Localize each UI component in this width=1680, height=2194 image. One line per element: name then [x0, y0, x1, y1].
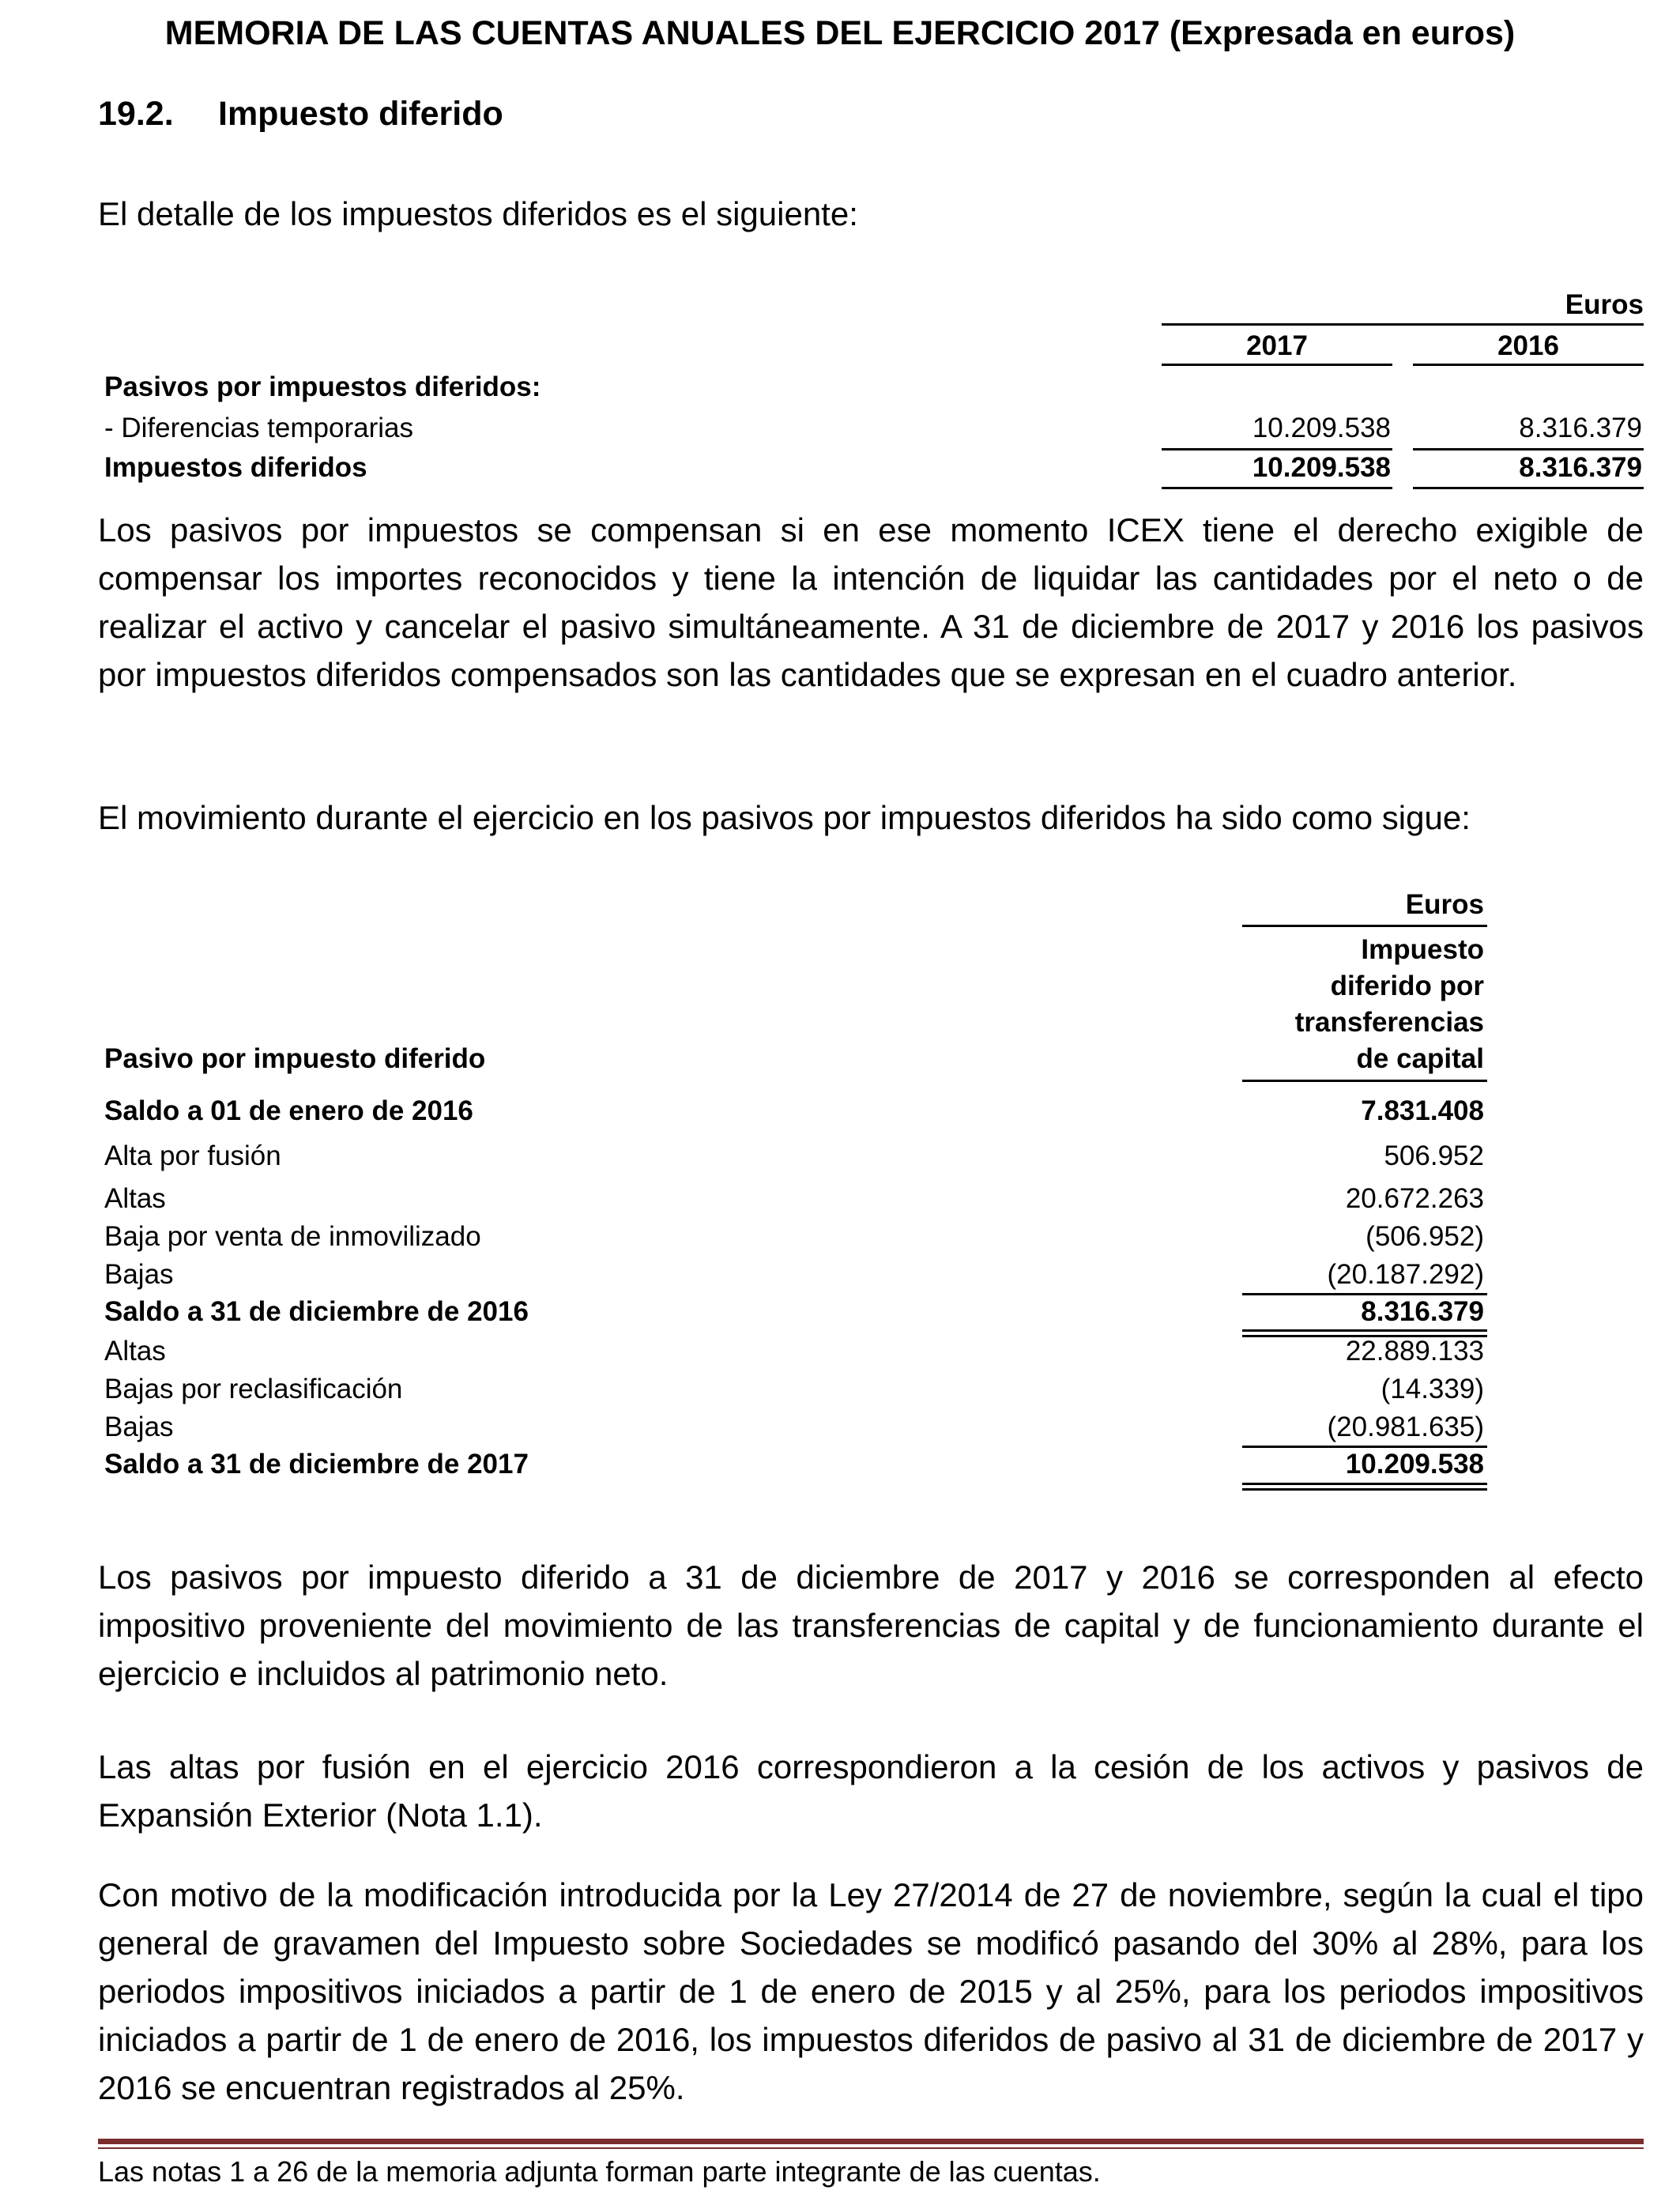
table1-total-rule-2016: [1413, 487, 1644, 489]
table2-row-label: Saldo a 31 de diciembre de 2016: [104, 1296, 529, 1327]
table2-cell: 7.831.408: [1361, 1095, 1484, 1126]
table1-subtotal-rule-2017: [1162, 448, 1392, 450]
footer-rule-thick: [98, 2139, 1644, 2144]
section-title: Impuesto diferido: [218, 95, 503, 133]
table2-cell: (20.981.635): [1327, 1412, 1484, 1442]
footer-rule-thin: [98, 2147, 1644, 2149]
table2-row-label: Saldo a 01 de enero de 2016: [104, 1095, 473, 1126]
table1-col-rule-2017: [1162, 364, 1392, 366]
table2-row-label: Bajas: [104, 1412, 174, 1442]
table1-col-rule-2016: [1413, 364, 1644, 366]
intro-movement-text: El movimiento durante el ejercicio en los pasivos por impuestos diferidos ha sido como sigue:: [98, 799, 1471, 836]
table2-cell: 8.316.379: [1361, 1296, 1484, 1327]
table2-cell: (20.187.292): [1327, 1259, 1484, 1290]
table2-cell: 506.952: [1384, 1140, 1484, 1171]
table2-row-label: Bajas por reclasificación: [104, 1374, 403, 1404]
table2-cell: (506.952): [1365, 1221, 1484, 1252]
table2-subtotal-rule-2017: [1242, 1446, 1487, 1448]
paragraph-compensation: Los pasivos por impuestos se compensan si en ese momento ICEX tiene el derecho exigible de compensar los importes reconocidos y tiene la intención de liquidar las cantidades por el neto o de realizar el activo y cancelar el pasivo simultáneamente. A 31 de diciembre de 2017 y 2016 los pasivos por impuestos diferidos compensados son las cantidades que se expresan en el cuadro anterior.: [98, 511, 1644, 693]
table2-row-label: Alta por fusión: [104, 1140, 281, 1171]
table2-cell: 10.209.538: [1345, 1449, 1484, 1480]
table1-subtotal-rule-2016: [1413, 448, 1644, 450]
table1-group-label: Pasivos por impuestos diferidos:: [104, 371, 541, 402]
table2-cell: 20.672.263: [1345, 1183, 1484, 1214]
table1-row-label: - Diferencias temporarias: [104, 413, 413, 443]
table2-currency-rule: [1242, 925, 1487, 927]
table2-subtotal-rule-2016: [1242, 1293, 1487, 1295]
table1-cell: 8.316.379: [1519, 413, 1642, 443]
table1-total-rule-2017: [1162, 487, 1392, 489]
table2-total-rule-2016-a: [1242, 1329, 1487, 1332]
table2-col-header-line1: Impuesto: [1361, 934, 1484, 965]
table1-cell: 10.209.538: [1252, 413, 1391, 443]
footer-note: Las notas 1 a 26 de la memoria adjunta forman parte integrante de las cuentas.: [98, 2155, 1101, 2188]
table1-cell: 8.316.379: [1519, 452, 1642, 483]
table2-row-label: Baja por venta de inmovilizado: [104, 1221, 481, 1252]
table2-header-rule: [1242, 1080, 1487, 1082]
table2-cell: (14.339): [1381, 1374, 1484, 1404]
table2-col-header-line4: de capital: [1356, 1043, 1484, 1074]
table2-row-label: Bajas: [104, 1259, 174, 1290]
table1-currency-rule: [1162, 323, 1644, 326]
table2-row-label: Altas: [104, 1336, 166, 1367]
paragraph-origin: Los pasivos por impuesto diferido a 31 de diciembre de 2017 y 2016 se corresponden al efecto impositivo proveniente del movimiento de las transferencias de capital y de funcionamiento durante el ejercicio e incluidos al patrimonio neto.: [98, 1559, 1644, 1692]
table1-col-2016: 2016: [1497, 330, 1559, 361]
page-header-title: MEMORIA DE LAS CUENTAS ANUALES DEL EJERCICIO 2017 (Expresada en euros): [164, 14, 1516, 52]
section-number: 19.2.: [98, 95, 174, 133]
table1-col-2017: 2017: [1246, 330, 1308, 361]
table2-row-label: Saldo a 31 de diciembre de 2017: [104, 1449, 529, 1480]
table2-col-header-line2: diferido por: [1330, 971, 1484, 1001]
table2-total-rule-2017-b: [1242, 1488, 1487, 1491]
table1-row-label: Impuestos diferidos: [104, 452, 367, 483]
table1-cell: 10.209.538: [1252, 452, 1391, 483]
paragraph-tax-rate: Con motivo de la modificación introducida por la Ley 27/2014 de 27 de noviembre, según la cual el tipo general de gravamen del Impuesto sobre Sociedades se modificó pasando del 30% al 28%, para los periodos impositivos iniciados a partir de 1 de enero de 2015 y al 25%, para los periodos impositivos iniciados a partir de 1 de enero de 2016, los impuestos diferidos de pasivo al 31 de diciembre de 2017 y 2016 se encuentran registrados al 25%.: [98, 1876, 1644, 2106]
table2-row-label: Altas: [104, 1183, 166, 1214]
table2-row-header: Pasivo por impuesto diferido: [104, 1043, 486, 1074]
table2-currency-label: Euros: [1405, 889, 1484, 920]
table2-total-rule-2017-a: [1242, 1483, 1487, 1485]
table2-cell: 22.889.133: [1345, 1336, 1484, 1367]
intro-text: El detalle de los impuestos diferidos es el siguiente:: [98, 195, 858, 232]
paragraph-merger: Las altas por fusión en el ejercicio 2016 correspondieron a la cesión de los activos y pasivos de Expansión Exterior (Nota 1.1).: [98, 1748, 1644, 1834]
table1-currency-label: Euros: [1565, 289, 1644, 320]
table2-col-header-line3: transferencias: [1294, 1007, 1484, 1038]
